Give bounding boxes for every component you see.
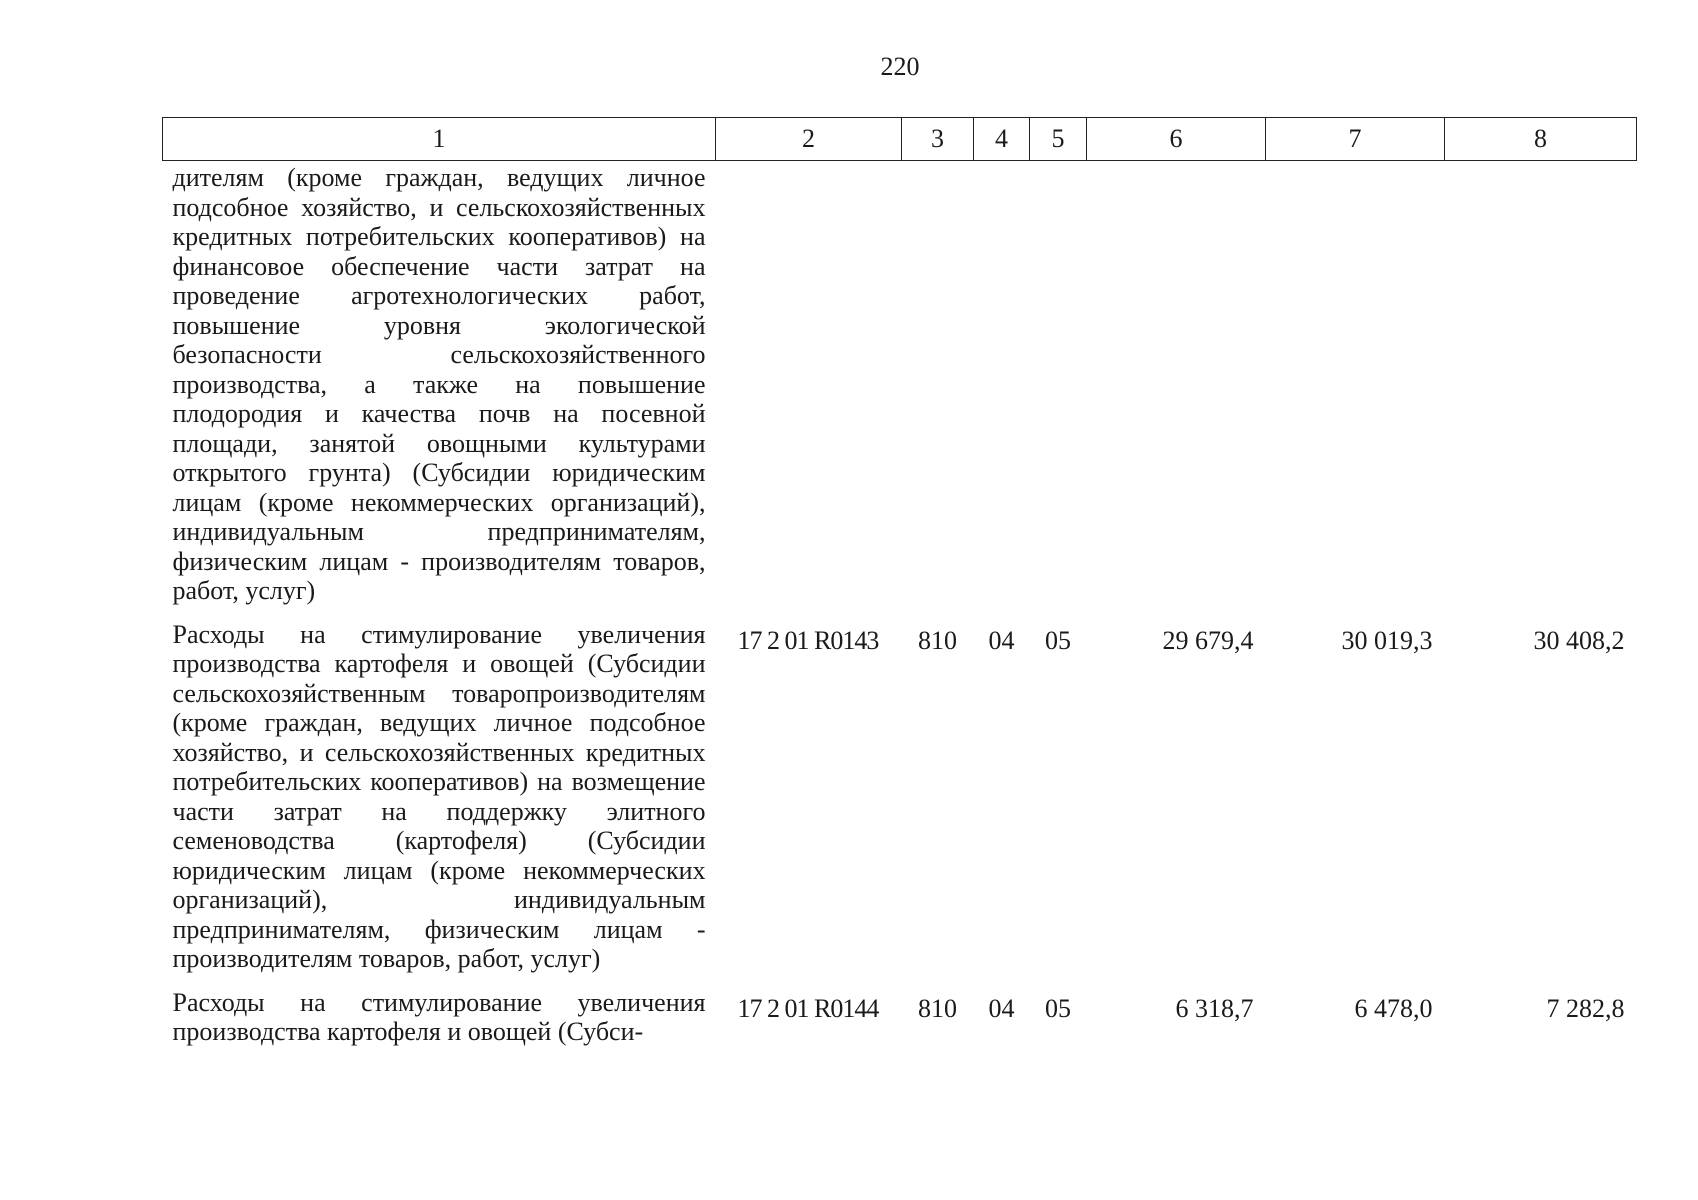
table-row bbox=[163, 618, 1637, 986]
table-header-row bbox=[163, 118, 1637, 161]
column-header-5: 5 bbox=[1030, 118, 1087, 161]
table-row bbox=[163, 161, 1637, 618]
row-target-code: 17 2 01 R0144 bbox=[737, 993, 879, 1023]
row-amount-7: 30 019,3 bbox=[1341, 625, 1433, 655]
column-header-6: 6 bbox=[1087, 118, 1266, 161]
page-number: 220 bbox=[880, 52, 920, 81]
column-header-4: 4 bbox=[974, 118, 1030, 161]
row-subsection bbox=[1030, 161, 1087, 618]
column-header-2: 2 bbox=[716, 118, 902, 161]
row-target-code: 17 2 01 R0143 bbox=[737, 625, 879, 655]
row-subsection: 05 bbox=[1045, 625, 1071, 655]
column-header-7: 7 bbox=[1266, 118, 1445, 161]
row-expense-type bbox=[902, 161, 974, 618]
table-row bbox=[163, 986, 1637, 1047]
row-amount-8: 30 408,2 bbox=[1533, 625, 1625, 655]
column-header-3: 3 bbox=[902, 118, 974, 161]
budget-table bbox=[162, 117, 1637, 1047]
column-header-8: 8 bbox=[1445, 118, 1637, 161]
row-amount-6 bbox=[1087, 161, 1266, 618]
row-description: Расходы на стимулирование увеличения производства картофеля и овощей (Субсидии сельскохозяйственным товаропроизводителям (кроме граждан, ведущих личное подсобное хозяйство, и сельскохозяйственных кредитных потребительских кооперативов) на возмещение части затрат на поддержку элитного семеноводства (картофеля) (Субсидии юридическим лицам (кроме некоммерческих организаций), индивидуальным предпринимателям, физическим лицам - производителям товаров, работ, услуг) bbox=[172, 619, 706, 973]
row-description: Расходы на стимулирование увеличения производства картофеля и овощей (Субси- bbox=[172, 987, 706, 1046]
row-amount-8 bbox=[1445, 161, 1637, 618]
row-amount-7 bbox=[1266, 161, 1445, 618]
row-amount-7: 6 478,0 bbox=[1354, 993, 1433, 1023]
row-target-code bbox=[716, 161, 902, 618]
row-description: дителям (кроме граждан, ведущих личное подсобное хозяйство, и сельскохозяйственных кредитных потребительских кооперативов) на финансовое обеспечение части затрат на проведение агротехнологических работ, повышение уровня экологической безопасности сельскохозяйственного производства, а также на повышение плодородия и качества почв на посевной площади, занятой овощными культурами открытого грунта) (Субсидии юридическим лицам (кроме некоммерческих организаций), индивидуальным предпринимателям, физическим лицам - производителям товаров, работ, услуг) bbox=[172, 163, 706, 605]
row-expense-type: 810 bbox=[918, 993, 957, 1023]
row-expense-type: 810 bbox=[918, 625, 957, 655]
row-section: 04 bbox=[988, 625, 1015, 655]
row-amount-6: 29 679,4 bbox=[1162, 625, 1254, 655]
row-section: 04 bbox=[988, 993, 1015, 1023]
column-header-1: 1 bbox=[163, 118, 716, 161]
row-subsection: 05 bbox=[1045, 993, 1071, 1023]
row-amount-6: 6 318,7 bbox=[1175, 993, 1254, 1023]
row-amount-8: 7 282,8 bbox=[1546, 993, 1625, 1023]
row-section bbox=[974, 161, 1030, 618]
